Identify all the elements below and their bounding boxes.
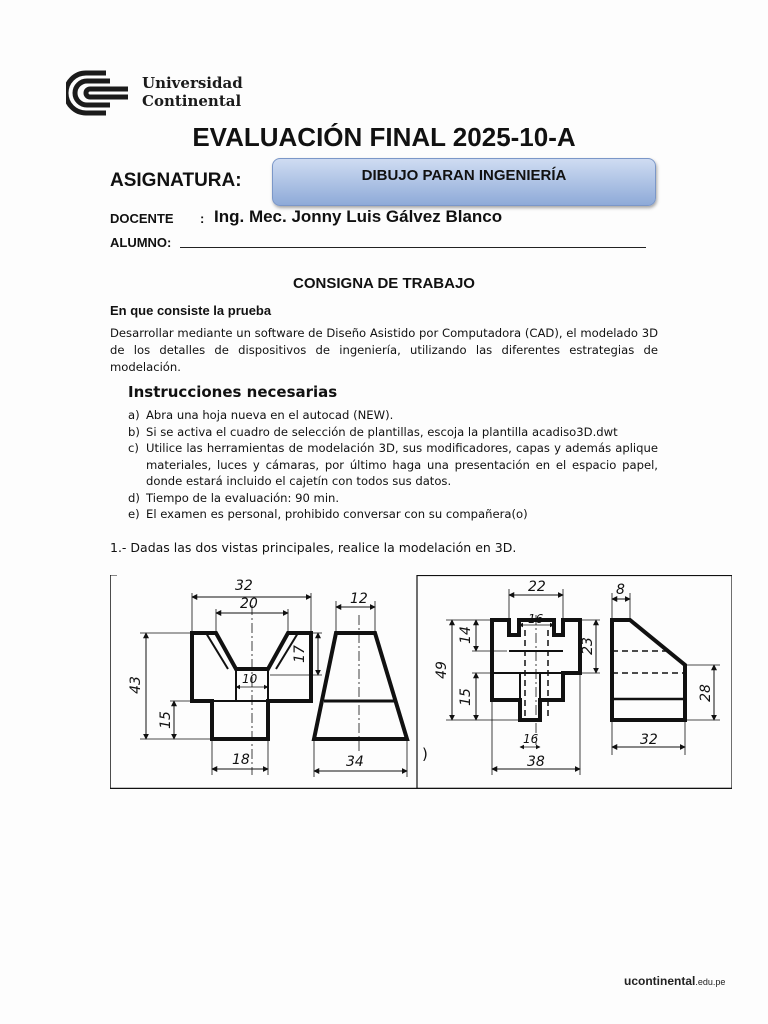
alumno-label: ALUMNO:: [110, 235, 172, 250]
consigna-title: CONSIGNA DE TRABAJO: [293, 275, 475, 292]
list-text: El examen es personal, prohibido conversar con su compañera(o): [146, 507, 528, 521]
list-item: [128, 424, 658, 441]
dim-label: 34: [346, 754, 364, 770]
paren-mark: ): [422, 745, 428, 763]
docente-colon: :: [200, 211, 205, 226]
question-1: 1.- Dadas las dos vistas principales, realice la modelación en 3D.: [110, 540, 517, 555]
docente-name: Ing. Mec. Jonny Luis Gálvez Blanco: [214, 207, 503, 226]
logo-line-1: Universidad: [142, 74, 243, 92]
list-item: [128, 407, 658, 424]
footer-brand-suffix: .edu.pe: [695, 977, 726, 987]
list-marker: a): [128, 408, 140, 422]
right-front-view: [446, 589, 600, 775]
dim-label: 32: [640, 732, 658, 748]
dim-label: 15: [458, 688, 474, 706]
list-marker: b): [128, 424, 140, 439]
university-logo-icon: [66, 70, 132, 116]
right-side-view: [612, 593, 720, 755]
dim-label: 16: [528, 612, 544, 626]
dim-label: 20: [240, 596, 258, 612]
docente-label: DOCENTE: [110, 211, 174, 226]
dim-label: 16: [523, 732, 539, 746]
footer-brand: [624, 974, 725, 988]
instructions-heading: Instrucciones necesarias: [128, 383, 338, 401]
asignatura-label: ASIGNATURA:: [110, 170, 242, 191]
dim-label: 43: [128, 676, 144, 694]
list-item: [128, 506, 658, 523]
dim-label: 28: [698, 684, 714, 702]
list-text: Utilice las herramientas de modelación 3D, sus modificadores, capas y además aplique materiales, luces y cámaras, por último haga una presentación en el espacio papel, donde estará incluido el cajetín con todos sus datos.: [146, 441, 658, 488]
dim-label: 17: [292, 645, 308, 663]
question-heading: En que consiste la prueba: [110, 303, 272, 318]
dim-label: 22: [528, 579, 546, 595]
dim-label: 32: [235, 578, 253, 594]
page-title: EVALUACIÓN FINAL 2025-10-A: [192, 122, 576, 152]
dim-label: 10: [242, 672, 258, 686]
asignatura-value-box: DIBUJO PARAN INGENIERÍA: [272, 158, 656, 206]
dim-label: 23: [580, 637, 596, 655]
list-marker: d): [128, 490, 140, 505]
instructions-list: [128, 407, 658, 523]
list-item: [128, 440, 658, 490]
footer-brand-name: ucontinental: [624, 974, 696, 988]
university-logo-text: [142, 74, 243, 110]
technical-drawing: [110, 575, 732, 789]
logo-line-2: Continental: [142, 92, 242, 110]
dim-label: 12: [350, 591, 368, 607]
dim-label: 8: [616, 582, 625, 598]
list-text: Abra una hoja nueva en el autocad (NEW).: [146, 408, 394, 422]
list-text: Tiempo de la evaluación: 90 min.: [146, 490, 340, 505]
list-item: [128, 490, 658, 507]
dim-label: 18: [232, 752, 250, 768]
alumno-input-line[interactable]: [180, 247, 646, 248]
dim-label: 15: [158, 711, 174, 729]
list-marker: c): [128, 441, 139, 455]
list-marker: e): [128, 507, 140, 521]
dim-label: 49: [434, 661, 450, 679]
list-text: Si se activa el cuadro de selección de plantillas, escoja la plantilla acadiso3D.dwt: [146, 424, 618, 439]
left-front-view: [140, 593, 322, 775]
dim-label: 38: [527, 754, 545, 770]
left-side-view: [314, 601, 407, 777]
dim-label: 14: [458, 626, 474, 644]
description-paragraph: Desarrollar mediante un software de Diseño Asistido por Computadora (CAD), el modelado 3D de los detalles de dispositivos de ingeniería, utilizando las diferentes estrategias de modelación.: [110, 326, 658, 374]
